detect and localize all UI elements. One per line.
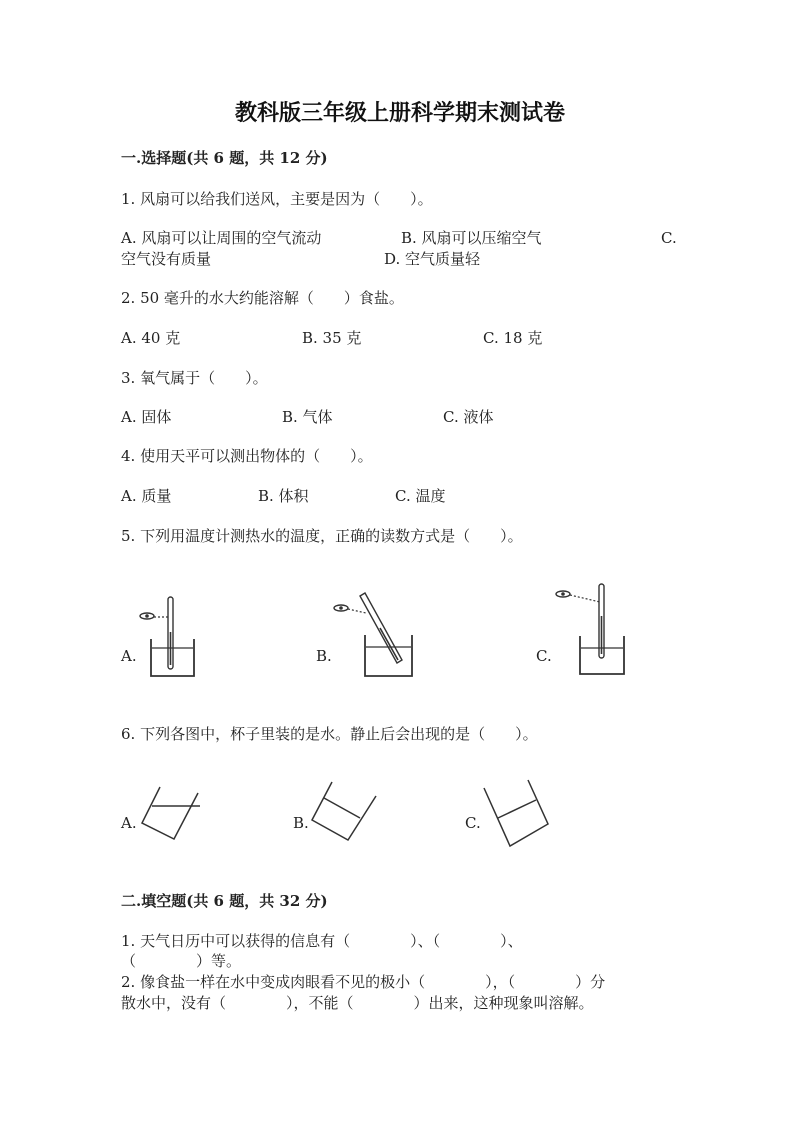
question-3-option-a[interactable]: A. 固体 <box>121 408 172 426</box>
question-6-stem: 6. 下列各图中，杯子里装的是水。静止后会出现的是（ ）。 <box>121 725 538 743</box>
question-2-stem: 2. 50 毫升的水大约能溶解（ ）食盐。 <box>121 289 404 307</box>
question-4-option-a[interactable]: A. 质量 <box>121 487 172 505</box>
question-1-option-a[interactable]: A. 风扇可以让周围的空气流动 <box>121 229 322 247</box>
question-3-stem: 3. 氧气属于（ ）。 <box>121 369 268 387</box>
fill-question-1-line-1: 1. 天气日历中可以获得的信息有（ ）、（ ）、 <box>121 932 523 950</box>
fill-question-1-line-2: （ ）等。 <box>121 952 242 970</box>
question-5-option-a[interactable]: A. <box>121 647 137 665</box>
question-2-option-a[interactable]: A. 40 克 <box>121 329 181 347</box>
tilted-cup-figure-c <box>480 778 554 850</box>
question-6-option-a[interactable]: A. <box>121 814 137 832</box>
question-1-option-c-text[interactable]: 空气没有质量 <box>121 250 212 268</box>
question-5-option-b[interactable]: B. <box>316 647 332 665</box>
question-6-option-b[interactable]: B. <box>293 814 309 832</box>
fill-question-2-line-2: 散水中，没有（ ），不能（ ）出来，这种现象叫溶解。 <box>121 994 594 1012</box>
section-heading-choice: 一.选择题(共 6 题，共 12 分) <box>121 149 328 167</box>
question-2-option-c[interactable]: C. 18 克 <box>483 329 543 347</box>
question-3-option-b[interactable]: B. 气体 <box>282 408 333 426</box>
question-1-stem: 1. 风扇可以给我们送风，主要是因为（ ）。 <box>121 190 433 208</box>
question-2-option-b[interactable]: B. 35 克 <box>302 329 362 347</box>
question-1-option-d[interactable]: D. 空气质量轻 <box>384 250 481 268</box>
question-1-option-b[interactable]: B. 风扇可以压缩空气 <box>401 229 542 247</box>
question-4-stem: 4. 使用天平可以测出物体的（ ）。 <box>121 447 373 465</box>
fill-question-2-line-1: 2. 像食盐一样在水中变成肉眼看不见的极小（ ），（ ）分 <box>121 973 606 991</box>
thermometer-figure-a <box>136 592 208 684</box>
question-5-option-c[interactable]: C. <box>536 647 552 665</box>
tilted-cup-figure-a <box>138 785 210 849</box>
thermometer-figure-b <box>330 590 420 684</box>
question-1-option-c-label[interactable]: C. <box>661 229 677 247</box>
question-4-option-c[interactable]: C. 温度 <box>395 487 446 505</box>
section-heading-fill: 二.填空题(共 6 题，共 32 分) <box>121 892 328 910</box>
thermometer-figure-c <box>552 582 632 680</box>
tilted-cup-figure-b <box>308 780 384 846</box>
question-5-stem: 5. 下列用温度计测热水的温度，正确的读数方式是（ ）。 <box>121 527 523 545</box>
question-6-option-c[interactable]: C. <box>465 814 481 832</box>
question-4-option-b[interactable]: B. 体积 <box>258 487 309 505</box>
question-3-option-c[interactable]: C. 液体 <box>443 408 494 426</box>
page-title: 教科版三年级上册科学期末测试卷 <box>234 100 565 126</box>
